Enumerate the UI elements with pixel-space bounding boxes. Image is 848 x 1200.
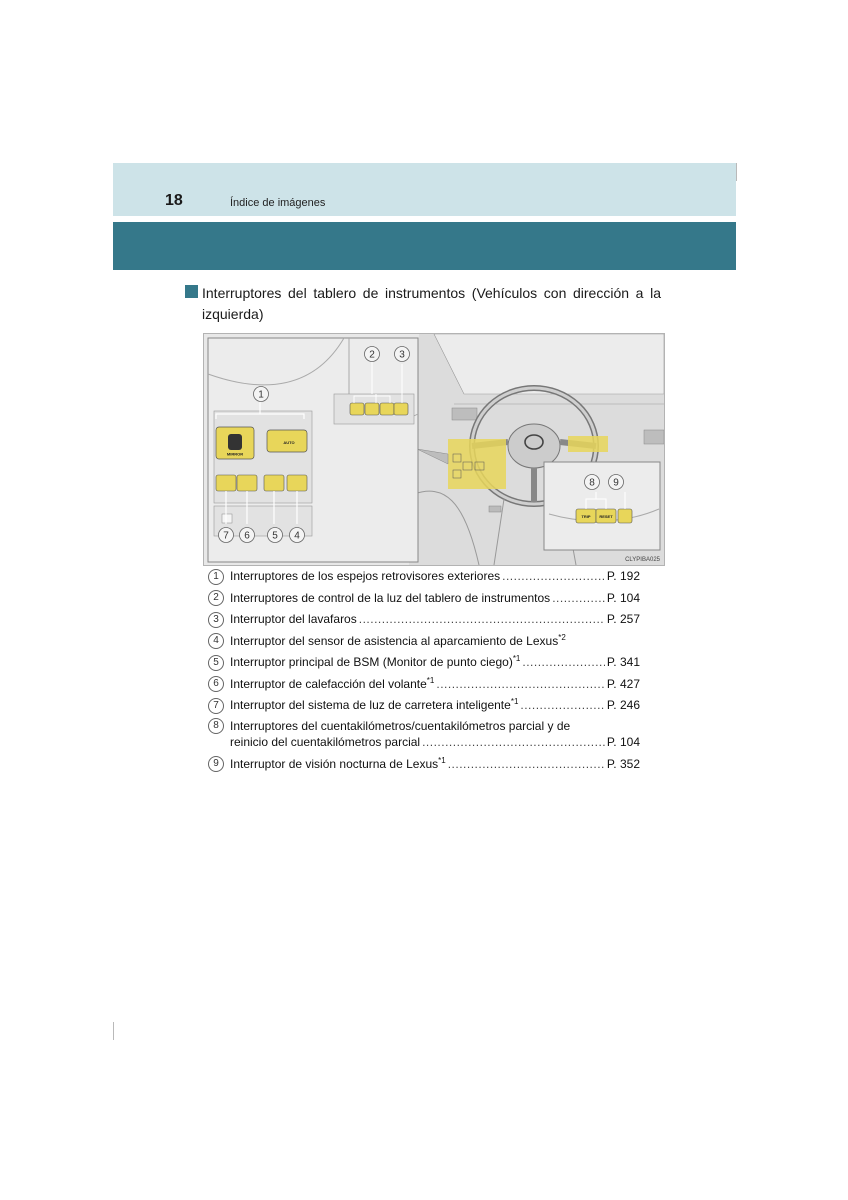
list-item: [208, 717, 640, 754]
item-text: Interruptores de los espejos retrovisores exteriores: [230, 569, 501, 583]
list-item: [208, 566, 640, 588]
callout-7: 7: [223, 530, 229, 542]
item-number: 7: [208, 698, 224, 714]
item-ref[interactable]: P. 427: [606, 676, 640, 691]
parking-sensor-switch: [287, 475, 307, 491]
item-number: 5: [208, 655, 224, 671]
item-text: Interruptor de calefacción del volante: [230, 676, 427, 691]
light-dim-button: [350, 403, 364, 415]
figure-code: CLYPIBA025: [625, 557, 660, 563]
item-number: 9: [208, 756, 224, 772]
callout-8: 8: [589, 477, 595, 489]
dashboard-svg: [204, 334, 664, 565]
callout-6: 6: [244, 530, 250, 542]
item-number: 8: [208, 718, 224, 734]
section-title: Índice de imágenes: [230, 197, 326, 209]
item-text: Interruptor principal de BSM (Monitor de punto ciego): [230, 655, 513, 669]
list-item: [208, 652, 640, 674]
item-text: Interruptor del lavafaros: [230, 612, 357, 626]
heated-steering-switch: [237, 475, 257, 491]
item-footnote: *1: [426, 675, 435, 685]
crop-mark: [113, 1022, 114, 1040]
chapter-bar: [113, 222, 736, 270]
list-item: [208, 754, 640, 776]
list-item: [208, 588, 640, 610]
item-text: Interruptores de control de la luz del tablero de instrumentos: [230, 590, 551, 605]
vent-left: [452, 408, 477, 420]
item-ref[interactable]: P. 104: [606, 734, 640, 749]
page-number: 18: [165, 192, 183, 209]
night-view-button: [618, 509, 632, 523]
callout-2: 2: [369, 349, 375, 361]
item-ref[interactable]: P. 352: [606, 756, 640, 771]
trip-label: TRIP: [581, 514, 591, 519]
item-text: Interruptores del cuentakilómetros/cuentakilómetros parcial y de: [230, 718, 571, 733]
item-text: Interruptor del sistema de luz de carretera inteligente: [230, 698, 511, 712]
light-bright-button: [380, 403, 394, 415]
item-ref[interactable]: P. 257: [606, 612, 640, 626]
light-control-button: [365, 403, 379, 415]
item-ref[interactable]: P. 104: [606, 590, 640, 605]
callout-9: 9: [613, 477, 619, 489]
item-footnote: *1: [510, 697, 519, 706]
item-text: Interruptor del sensor de asistencia al aparcamiento de Lexus: [230, 633, 559, 648]
auto-label: AUTO: [283, 440, 295, 445]
item-footnote: *2: [558, 632, 566, 642]
crop-mark: [736, 163, 737, 181]
headlight-cleaner-button: [394, 403, 408, 415]
item-number: 1: [208, 569, 224, 585]
list-item: [208, 674, 640, 696]
item-ref[interactable]: P. 192: [606, 569, 640, 583]
mirror-label: MIRROR: [226, 451, 244, 457]
header-bar: [113, 163, 736, 216]
item-ref[interactable]: P. 246: [606, 698, 640, 712]
item-ref[interactable]: P. 341: [606, 655, 640, 669]
inset-right: [544, 462, 660, 550]
vent-right: [644, 430, 664, 444]
bsm-switch: [264, 475, 284, 491]
intelligent-high-beam-switch: [216, 475, 236, 491]
item-number: 3: [208, 612, 224, 628]
subsection-heading: [185, 283, 661, 325]
item-footnote: *1: [512, 654, 521, 663]
item-text-cont: reinicio del cuentakilómetros parcial: [230, 734, 421, 749]
highlight-left-panel: [448, 439, 506, 489]
reset-label: RESET: [599, 514, 613, 519]
item-number: 6: [208, 676, 224, 692]
item-text: Interruptor de visión nocturna de Lexus: [230, 756, 439, 771]
item-number: 2: [208, 590, 224, 606]
callout-5: 5: [272, 530, 278, 542]
list-item: [208, 631, 640, 653]
heading-square-icon: [185, 285, 198, 298]
list-item: [208, 609, 640, 631]
heading-text: Interruptores del tablero de instrumentos (Vehículos con dirección a la izquierda): [202, 285, 661, 322]
item-number: 4: [208, 633, 224, 649]
list-item: [208, 695, 640, 717]
callout-3: 3: [399, 349, 405, 361]
highlight-right-panel: [568, 436, 608, 452]
item-footnote: *1: [438, 755, 446, 765]
switch-index-list: [208, 566, 640, 775]
dashboard-illustration: [203, 333, 665, 566]
callout-1: 1: [258, 389, 264, 401]
callout-4: 4: [294, 530, 300, 542]
